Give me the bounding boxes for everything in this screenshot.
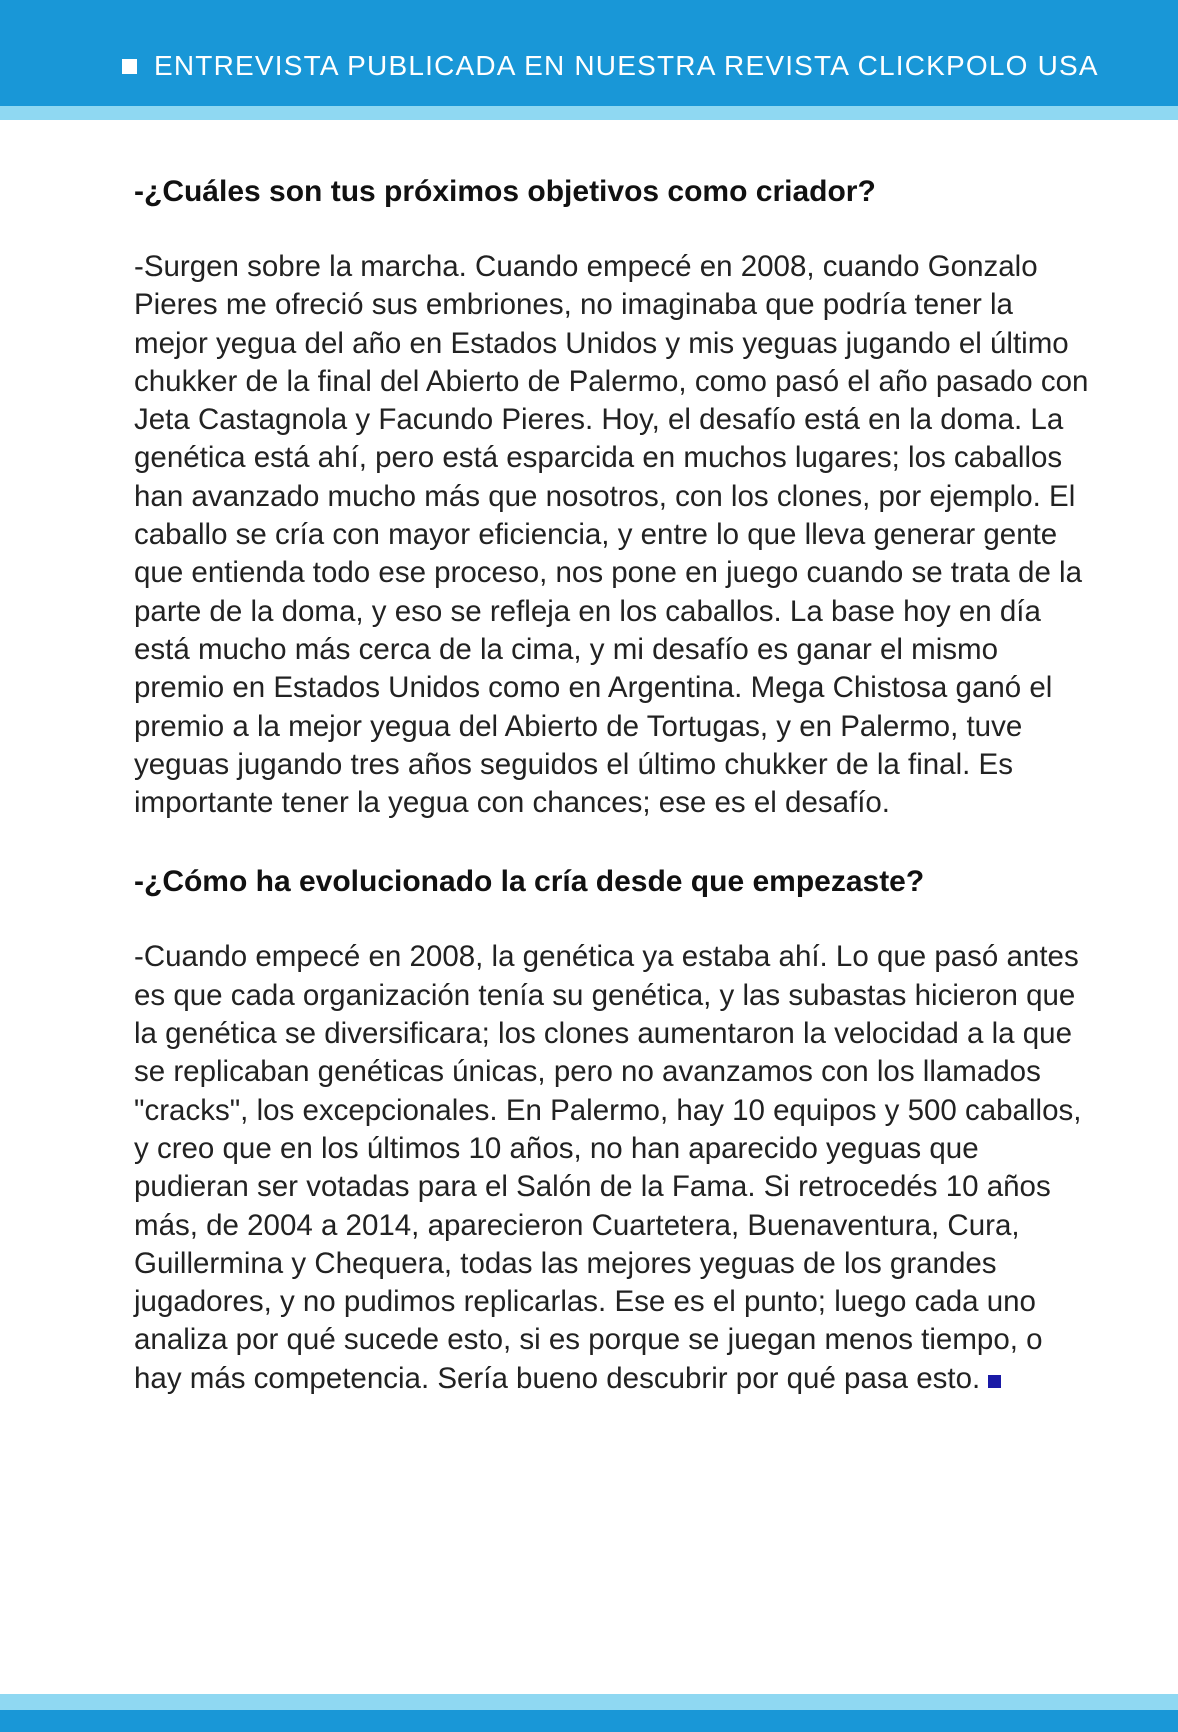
- qa-block-1: [134, 172, 1094, 822]
- page-header-bar: [0, 0, 1178, 106]
- question-2: -¿Cómo ha evolucionado la cría desde que empezaste?: [134, 865, 925, 899]
- header-stripe: [0, 106, 1178, 120]
- article-body: [134, 172, 1094, 1438]
- answer-2-text: -Cuando empecé en 2008, la genética ya estaba ahí. Lo que pasó antes es que cada organización tenía su genética, y las subastas hicieron que la genética se diversificara; los clones aumentaron la velocidad a la que se replicaban genéticas únicas, pero no avanzamos con los llamados "cracks", los excepcionales. En Palermo, hay 10 equipos y 500 caballos, y creo que en los últimos 10 años, no han aparecido yeguas que pudieran ser votadas para el Salón de la Fama. Si retrocedés 10 años más, de 2004 a 2014, aparecieron Cuartetera, Buenaventura, Cura, Guillermina y Chequera, todas las mejores yeguas de los grandes jugadores, y no pudimos replicarlas. Ese es el punto; luego cada uno analiza por qué sucede esto, si es porque se juegan menos tiempo, o hay más competencia. Sería bueno descubrir por qué pasa esto.: [134, 940, 1082, 1395]
- header-square-icon: [122, 59, 137, 74]
- answer-2: [134, 938, 1094, 1398]
- end-of-article-square-icon: [988, 1375, 1001, 1388]
- footer-stripe: [0, 1694, 1178, 1710]
- qa-block-2: [134, 862, 1094, 1398]
- question-1: -¿Cuáles son tus próximos objetivos como criador?: [134, 175, 876, 208]
- header-title: [122, 50, 1099, 82]
- answer-1: -Surgen sobre la marcha. Cuando empecé en 2008, cuando Gonzalo Pieres me ofreció sus embriones, no imaginaba que podría tener la mejor yegua del año en Estados Unidos y mis yeguas jugando el último chukker de la final del Abierto de Palermo, como pasó el año pasado con Jeta Castagnola y Facundo Pieres. Hoy, el desafío está en la doma. La genética está ahí, pero está esparcida en muchos lugares; los caballos han avanzado mucho más que nosotros, con los clones, por ejemplo. El caballo se cría con mayor eficiencia, y entre lo que lleva generar gente que entienda todo ese proceso, nos pone en juego cuando se trata de la parte de la doma, y eso se refleja en los caballos. La base hoy en día está mucho más cerca de la cima, y mi desafío es ganar el mismo premio en Estados Unidos como en Argentina. Mega Chistosa ganó el premio a la mejor yegua del Abierto de Tortugas, y en Palermo, tuve yeguas jugando tres años seguidos el último chukker de la final. Es importante tener la yegua con chances; ese es el desafío.: [134, 250, 1089, 820]
- page-footer-bar: [0, 1710, 1178, 1732]
- header-title-text: ENTREVISTA PUBLICADA EN NUESTRA REVISTA CLICKPOLO USA: [154, 50, 1099, 81]
